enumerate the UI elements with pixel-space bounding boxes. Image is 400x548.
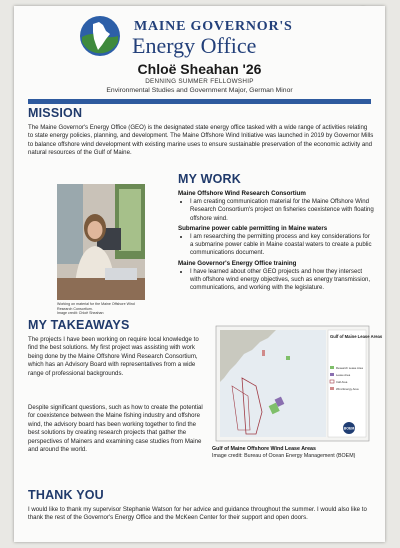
map-legend-item: Research Lease Area: [336, 366, 363, 370]
org-name-line1: MAINE GOVERNOR'S: [134, 19, 293, 34]
map-caption-credit: Image credit: Bureau of Ocean Energy Management (BOEM): [212, 453, 356, 459]
work-list: [178, 190, 374, 295]
work-item-title: Submarine power cable permitting in Maine waters: [178, 224, 328, 232]
header-divider: [28, 99, 371, 104]
map-legend-item: Lease Area: [336, 373, 351, 377]
photo-caption: [57, 302, 153, 316]
work-item-title: Maine Offshore Wind Research Consortium: [178, 190, 306, 197]
work-item-bullet: • I am researching the permitting process and key considerations for a submarine power cable in Maine coastal waters to create a public communications document.: [190, 233, 374, 258]
takeaways-paragraph-1: The projects I have been working on require local knowledge to find the best solutions. My first project was assisting with work being done by the Maine Offshore Wind Research Consortium, which has an Advisory Board with representatives from a wide range of professional backgrounds.: [28, 336, 199, 377]
work-item-bullet: • I have learned about other GEO projects and how they intersect with offshore wind energy objectives, such as energy transmission, communications, and working with the legislature.: [190, 268, 374, 293]
work-item-bullet: • I am creating communication material for the Maine Offshore Wind Research Consortium's project on fisheries coexistence with floating offshore wind.: [190, 198, 374, 223]
mission-text: The Maine Governor's Energy Office (GEO) is the designated state energy office tasked with a wide range of activities relating to state energy policies, planning, and development. The Maine Offshore Wind Initiative was launched in 2019 by Governor Mills to balance offshore wind development with existing marine uses to ensure sustainable preservation of the economic activity and natural resources of the Gulf of Maine.: [28, 124, 374, 157]
work-item-title: Maine Governor's Energy Office training: [178, 259, 297, 267]
fellow-photo: [57, 184, 145, 300]
takeaways-heading: MY TAKEAWAYS: [28, 318, 130, 332]
map-caption-title: Gulf of Maine Offshore Wind Lease Areas: [212, 446, 316, 452]
fellowship-title: DENNING SUMMER FELLOWSHIP: [145, 78, 254, 85]
poster: [14, 6, 385, 542]
map-title: Gulf of Maine Lease Areas: [330, 334, 383, 339]
map-caption: [212, 446, 355, 460]
map-legend-item: Wind Energy Area: [336, 387, 359, 391]
map-legend-item: Call Area: [336, 380, 348, 384]
maine-state-logo-icon: [79, 15, 121, 57]
photo-caption-credit: Image credit: Chloë Sheahan: [57, 311, 104, 316]
mission-heading: MISSION: [28, 106, 83, 120]
org-name-line2: Energy Office: [132, 33, 257, 58]
major-text: Environmental Studies and Government Major, German Minor: [106, 87, 293, 94]
takeaways-paragraph-2: Despite significant questions, such as how to create the potential for coexistence between the Maine fishing industry and offshore wind, the advisory board has been working together to find the best solutions by creating research projects that gather the perspectives of Mainers and examining case studies from Maine and around the world.: [28, 404, 203, 454]
my-work-heading: MY WORK: [178, 172, 241, 186]
photo-caption-line: Research Consortium.: [57, 306, 93, 311]
lease-area-map: [216, 326, 383, 441]
fellow-name: Chloë Sheahan '26: [137, 61, 262, 77]
photo-caption-line: Working on material for the Maine Offshore Wind: [57, 302, 135, 306]
thank-you-text: I would like to thank my supervisor Stephanie Watson for her advice and guidance throughout the summer. I would also like to thank the rest of the Governor's Energy Office and the McKeen Center for their support and open doors.: [28, 506, 367, 522]
thank-you-heading: THANK YOU: [28, 488, 104, 502]
boem-badge: BOEM: [343, 426, 355, 431]
